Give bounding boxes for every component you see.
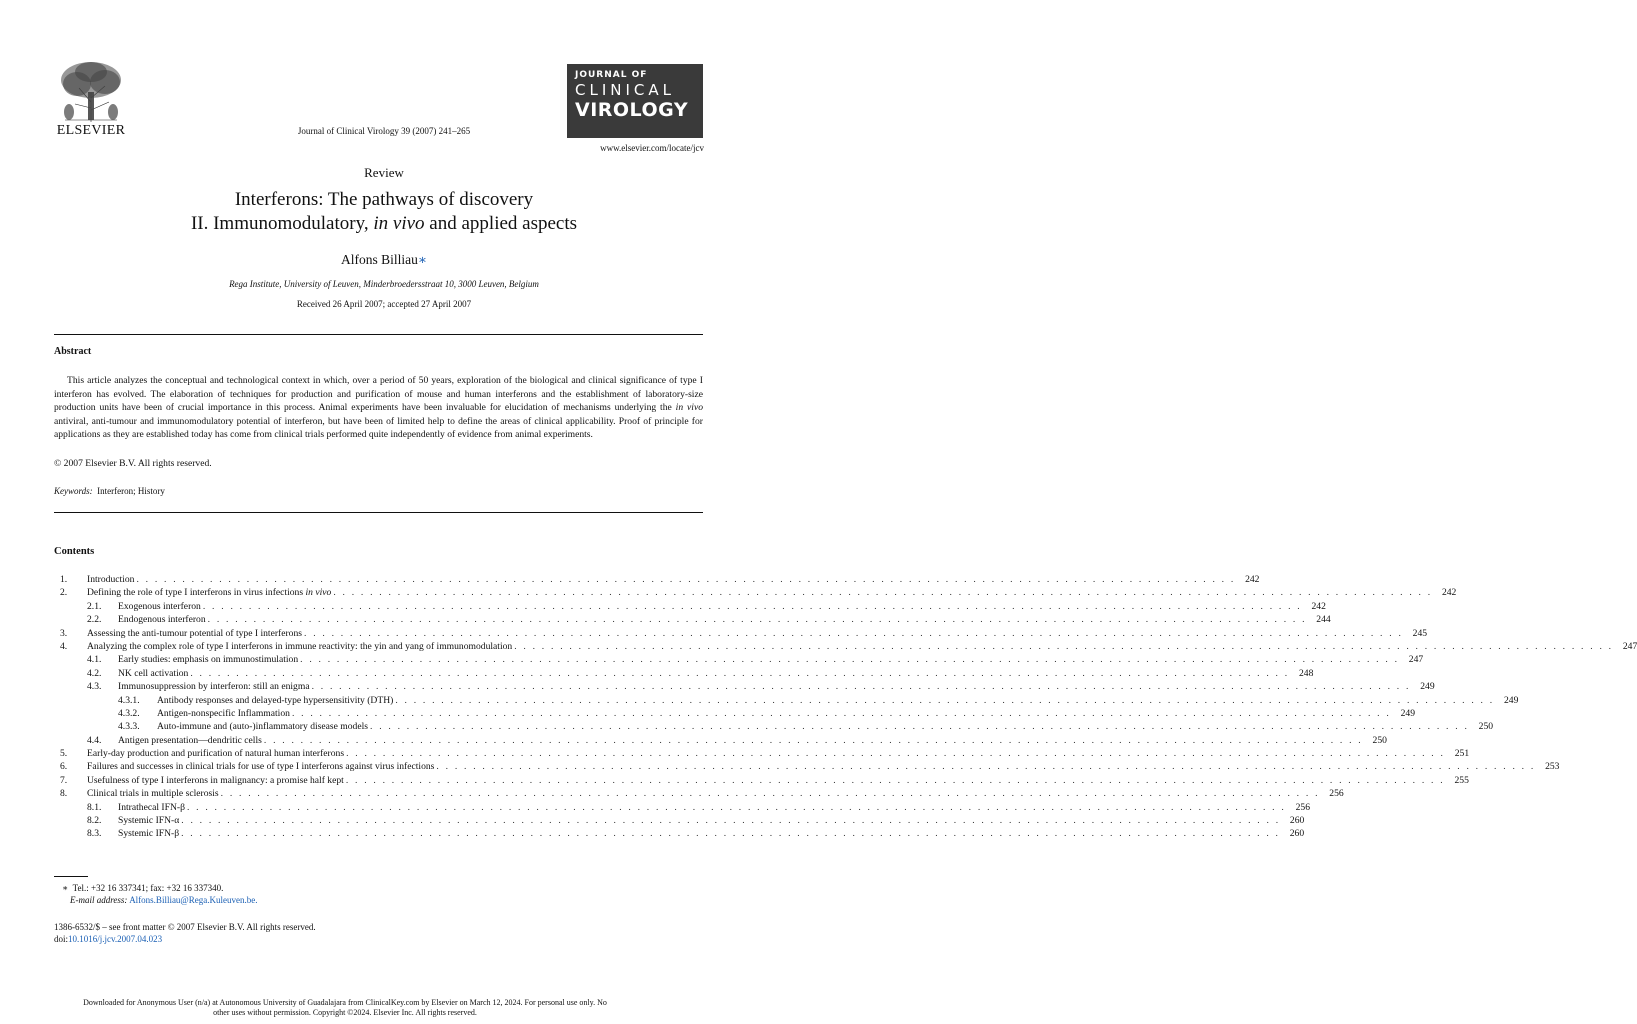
toc-entry-title: Early-day production and purification of natural human interferons (87, 748, 345, 760)
author-footnote-mark[interactable]: ∗ (417, 252, 428, 267)
toc-entry-page: 256 (1295, 801, 1310, 813)
article-title (0, 188, 768, 236)
toc-entry-number: 4.3.3. (118, 721, 140, 733)
toc-entry-number: 5. (60, 748, 68, 760)
keywords (54, 486, 165, 496)
toc-dot-leader: . . . . . . . . . . . . . . . . . . . . . . . . . . . . . . . . . . . . . . . . . . . . . . . . . . . . . . . . . . . . . . . . . . . . . . . . . . . . . . . . . . . . . . . . . . . . . . . . . . . . . . . . . . . . . . . . . . . . . . . . (395, 694, 1495, 706)
toc-entry-page: 250 (1372, 734, 1387, 746)
toc-entry-page: 260 (1289, 828, 1305, 840)
italic-in-vivo: in vivo (305, 587, 332, 599)
toc-dot-leader: . . . . . . . . . . . . . . . . . . . . . . . . . . . . . . . . . . . . . . . . . . . . . . . . . . . . . . . . . . . . . . . . . . . . . . . . . . . . . . . . . . . . . . . . . . . . . . . . . . . . . . . . . . . . . . . . . . . . . . . . (207, 614, 1307, 626)
footnote-mark: ∗ (62, 883, 69, 893)
table-of-contents (60, 573, 1637, 841)
doi-link[interactable]: 10.1016/j.jcv.2007.04.023 (68, 934, 163, 944)
toc-entry-number: 1. (60, 574, 68, 585)
title-line-2-italic: in vivo (373, 213, 425, 234)
toc-entry-number: 2.1. (87, 600, 102, 612)
toc-entry[interactable] (60, 747, 1470, 760)
doi-label: doi: (54, 934, 69, 944)
toc-entry-title: Introduction (87, 574, 135, 585)
toc-entry-page: 242 (1441, 587, 1457, 599)
toc-entry-title: Endogenous interferon (118, 614, 206, 626)
toc-entry-number: 4.3. (87, 681, 102, 693)
toc-entry-number: 4. (60, 640, 68, 652)
toc-dot-leader: . . . . . . . . . . . . . . . . . . . . . . . . . . . . . . . . . . . . . . . . . . . . . . . . . . . . . . . . . . . . . . . . . . . . . . . . . . . . . . . . . . . . . . . . . . . . . . . . . . . . . . . . . . . . . . . . . . . . . . . . (291, 707, 1391, 719)
toc-entry[interactable] (60, 573, 1260, 586)
abstract-copyright: © 2007 Elsevier B.V. All rights reserved. (54, 458, 212, 469)
toc-entry-number: 3. (60, 627, 68, 639)
toc-entry[interactable] (60, 627, 1428, 640)
toc-dot-leader: . . . . . . . . . . . . . . . . . . . . . . . . . . . . . . . . . . . . . . . . . . . . . . . . . . . . . . . . . . . . . . . . . . . . . . . . . . . . . . . . . . . . . . . . . . . . . . . . . . . . . . . . . . . . . . . . . . . . . . . . (514, 640, 1614, 652)
toc-entry-title: Usefulness of type I interferons in malignancy: a promise half kept (87, 774, 344, 786)
affiliation: Rega Institute, University of Leuven, Minderbroedersstraat 10, 3000 Leuven, Belgium (229, 279, 539, 289)
toc-dot-leader: . . . . . . . . . . . . . . . . . . . . . . . . . . . . . . . . . . . . . . . . . . . . . . . . . . . . . . . . . . . . . . . . . . . . . . . . . . . . . . . . . . . . . . . . . . . . . . . . . . . . . . . . . . . . . . . . . . . . . . . . (436, 761, 1536, 773)
toc-entry-number: 4.3.2. (118, 707, 140, 719)
toc-entry-number: 4.2. (87, 667, 102, 679)
title-line-2-post: and applied aspects (424, 213, 578, 234)
author-name: Alfons Billiau (340, 252, 418, 267)
toc-entry-page: 248 (1298, 667, 1314, 679)
article-type: Review (364, 165, 404, 180)
toc-entry-title: Intrathecal IFN-β (118, 801, 185, 813)
toc-entry[interactable] (60, 667, 1314, 680)
toc-entry-page: 242 (1311, 600, 1326, 612)
toc-entry-title: Analyzing the complex role of type I interferons in immune reactivity: the yin and yang of immunomodulation (87, 640, 513, 652)
footnote-email-line (62, 894, 257, 906)
toc-entry-title: Immunosuppression by interferon: still an enigma (118, 681, 310, 693)
toc-entry-title: NK cell activation (118, 667, 189, 679)
toc-dot-leader: . . . . . . . . . . . . . . . . . . . . . . . . . . . . . . . . . . . . . . . . . . . . . . . . . . . . . . . . . . . . . . . . . . . . . . . . . . . . . . . . . . . . . . . . . . . . . . . . . . . . . . . . . . . . . . . . . . . . . . . . (181, 828, 1281, 840)
toc-dot-leader: . . . . . . . . . . . . . . . . . . . . . . . . . . . . . . . . . . . . . . . . . . . . . . . . . . . . . . . . . . . . . . . . . . . . . . . . . . . . . . . . . . . . . . . . . . . . . . . . . . . . . . . . . . . . . . . . . . . . . . . . (202, 600, 1302, 612)
title-line-2 (0, 212, 768, 236)
journal-citation: Journal of Clinical Virology 39 (2007) 241–265 (297, 126, 471, 136)
toc-dot-leader: . . . . . . . . . . . . . . . . . . . . . . . . . . . . . . . . . . . . . . . . . . . . . . . . . . . . . . . . . . . . . . . . . . . . . . . . . . . . . . . . . . . . . . . . . . . . . . . . . . . . . . . . . . . . . . . . . . . . . . . . (190, 667, 1290, 679)
toc-dot-leader: . . . . . . . . . . . . . . . . . . . . . . . . . . . . . . . . . . . . . . . . . . . . . . . . . . . . . . . . . . . . . . . . . . . . . . . . . . . . . . . . . . . . . . . . . . . . . . . . . . . . . . . . . . . . . . . . . . . . . . . . (136, 574, 1236, 585)
toc-entry[interactable] (60, 653, 1424, 666)
toc-entry-page: 244 (1316, 614, 1331, 626)
toc-entry-title: Exogenous interferon (118, 600, 201, 612)
toc-entry-title: Systemic IFN-β (118, 828, 180, 840)
toc-entry-title: Clinical trials in multiple sclerosis (87, 788, 219, 800)
toc-entry-number: 2. (60, 587, 68, 599)
keywords-list: Interferon; History (97, 486, 165, 496)
toc-entry-title: Early studies: emphasis on immunostimulation (118, 654, 299, 666)
toc-dot-leader: . . . . . . . . . . . . . . . . . . . . . . . . . . . . . . . . . . . . . . . . . . . . . . . . . . . . . . . . . . . . . . . . . . . . . . . . . . . . . . . . . . . . . . . . . . . . . . . . . . . . . . . . . . . . . . . . . . . . . . . . (186, 801, 1286, 813)
toc-entry[interactable] (60, 801, 1310, 814)
italic-in-vivo: in vivo (675, 402, 704, 414)
doi-line (54, 933, 316, 945)
toc-entry-title: Auto-immune and (auto-)inflammatory disease models (157, 721, 369, 733)
rule-top (54, 334, 703, 335)
publisher-name: ELSEVIER (56, 123, 126, 138)
toc-entry-title: Systemic IFN-α (118, 815, 180, 827)
toc-entry-page: 253 (1545, 761, 1560, 773)
footnote-contact-line (62, 882, 257, 894)
journal-logo (567, 64, 703, 138)
toc-entry[interactable] (60, 814, 1305, 827)
toc-entry-page: 242 (1245, 574, 1260, 585)
toc-entry-page: 256 (1329, 788, 1344, 800)
issn-line: 1386-6532/$ – see front matter © 2007 Elsevier B.V. All rights reserved. (54, 922, 316, 932)
journal-logo-line1: JOURNAL OF (575, 70, 648, 80)
toc-entry-number: 4.3.1. (118, 694, 140, 706)
rule-bottom (54, 512, 703, 513)
toc-dot-leader: . . . . . . . . . . . . . . . . . . . . . . . . . . . . . . . . . . . . . . . . . . . . . . . . . . . . . . . . . . . . . . . . . . . . . . . . . . . . . . . . . . . . . . . . . . . . . . . . . . . . . . . . . . . . . . . . . . . . . . . . (263, 734, 1363, 746)
toc-entry-title: Antibody responses and delayed-type hypersensitivity (DTH) (157, 694, 394, 706)
journal-url[interactable]: www.elsevier.com/locate/jcv (600, 143, 704, 153)
toc-entry[interactable] (60, 827, 1305, 840)
toc-entry[interactable] (60, 760, 1560, 773)
toc-entry-page: 249 (1420, 681, 1435, 693)
toc-entry-page: 260 (1289, 815, 1305, 827)
toc-entry[interactable] (60, 680, 1435, 693)
toc-dot-leader: . . . . . . . . . . . . . . . . . . . . . . . . . . . . . . . . . . . . . . . . . . . . . . . . . . . . . . . . . . . . . . . . . . . . . . . . . . . . . . . . . . . . . . . . . . . . . . . . . . . . . . . . . . . . . . . . . . . . . . . . (345, 774, 1445, 786)
front-matter (54, 921, 316, 945)
toc-entry-title: Defining the role of type I interferons in virus infections in vivo (87, 587, 332, 599)
toc-entry-number: 8.2. (87, 815, 102, 827)
toc-entry-page: 250 (1478, 721, 1494, 733)
toc-entry-page: 247 (1408, 654, 1424, 666)
toc-entry-title: Antigen presentation—dendritic cells (118, 734, 262, 746)
toc-entry[interactable] (60, 720, 1494, 733)
toc-entry-number: 6. (60, 761, 68, 773)
toc-entry[interactable] (60, 734, 1387, 747)
toc-entry-page: 249 (1400, 707, 1415, 719)
toc-entry[interactable] (60, 787, 1344, 800)
toc-dot-leader: . . . . . . . . . . . . . . . . . . . . . . . . . . . . . . . . . . . . . . . . . . . . . . . . . . . . . . . . . . . . . . . . . . . . . . . . . . . . . . . . . . . . . . . . . . . . . . . . . . . . . . . . . . . . . . . . . . . . . . . . (300, 654, 1400, 666)
toc-entry-number: 8. (60, 788, 68, 800)
abstract-body (54, 374, 703, 442)
toc-dot-leader: . . . . . . . . . . . . . . . . . . . . . . . . . . . . . . . . . . . . . . . . . . . . . . . . . . . . . . . . . . . . . . . . . . . . . . . . . . . . . . . . . . . . . . . . . . . . . . . . . . . . . . . . . . . . . . . . . . . . . . . . (346, 748, 1446, 760)
toc-entry-title: Assessing the anti-tumour potential of type I interferons (87, 627, 303, 639)
footnote (62, 882, 257, 906)
elsevier-tree-icon (55, 58, 127, 124)
toc-entry-page: 251 (1454, 748, 1470, 760)
toc-dot-leader: . . . . . . . . . . . . . . . . . . . . . . . . . . . . . . . . . . . . . . . . . . . . . . . . . . . . . . . . . . . . . . . . . . . . . . . . . . . . . . . . . . . . . . . . . . . . . . . . . . . . . . . . . . . . . . . . . . . . . . . . (370, 721, 1470, 733)
toc-entry-number: 8.1. (87, 801, 102, 813)
toc-entry[interactable] (60, 586, 1457, 599)
toc-entry-number: 4.1. (87, 654, 102, 666)
toc-entry[interactable] (60, 600, 1326, 613)
toc-entry-page: 255 (1454, 774, 1469, 786)
toc-entry[interactable] (60, 694, 1519, 707)
toc-dot-leader: . . . . . . . . . . . . . . . . . . . . . . . . . . . . . . . . . . . . . . . . . . . . . . . . . . . . . . . . . . . . . . . . . . . . . . . . . . . . . . . . . . . . . . . . . . . . . . . . . . . . . . . . . . . . . . . . . . . . . . . . (304, 627, 1404, 639)
contents-heading: Contents (54, 546, 95, 557)
download-notice: Downloaded for Anonymous User (n/a) at Autonomous University of Guadalajara from ClinicalKey.com by Elsevier on March 12, 2024. For personal use only. No other uses without permission. Copyright ©2024. Elsevier Inc. All rights reserved. (83, 998, 607, 1017)
toc-dot-leader: . . . . . . . . . . . . . . . . . . . . . . . . . . . . . . . . . . . . . . . . . . . . . . . . . . . . . . . . . . . . . . . . . . . . . . . . . . . . . . . . . . . . . . . . . . . . . . . . . . . . . . . . . . . . . . . . . . . . . . . . (311, 681, 1411, 693)
toc-entry-page: 247 (1622, 640, 1637, 652)
email-label: E-mail address: (70, 895, 128, 905)
toc-entry[interactable] (60, 640, 1637, 653)
keywords-label: Keywords: (54, 486, 93, 496)
journal-logo-line3: VIROLOGY (575, 99, 689, 121)
toc-dot-leader: . . . . . . . . . . . . . . . . . . . . . . . . . . . . . . . . . . . . . . . . . . . . . . . . . . . . . . . . . . . . . . . . . . . . . . . . . . . . . . . . . . . . . . . . . . . . . . . . . . . . . . . . . . . . . . . . . . . . . . . . (181, 815, 1281, 827)
toc-entry-title: Antigen-nonspecific Inflammation (157, 707, 290, 719)
toc-entry[interactable] (60, 707, 1415, 720)
toc-entry-title: Failures and successes in clinical trials for use of type I interferons against virus infections (87, 761, 435, 773)
author-email-link[interactable]: Alfons.Billiau@Rega.Kuleuven.be. (129, 895, 258, 905)
toc-entry-number: 2.2. (87, 614, 102, 626)
toc-dot-leader: . . . . . . . . . . . . . . . . . . . . . . . . . . . . . . . . . . . . . . . . . . . . . . . . . . . . . . . . . . . . . . . . . . . . . . . . . . . . . . . . . . . . . . . . . . . . . . . . . . . . . . . . . . . . . . . . . . . . . . . . (333, 587, 1433, 599)
title-line-1: Interferons: The pathways of discovery (234, 189, 534, 210)
received-dates: Received 26 April 2007; accepted 27 April 2007 (296, 299, 472, 309)
toc-entry-number: 8.3. (87, 828, 102, 840)
toc-entry[interactable] (60, 774, 1469, 787)
toc-entry-page: 249 (1503, 694, 1519, 706)
journal-logo-line2: CLINICAL (575, 81, 675, 99)
footnote-rule (54, 876, 88, 877)
abstract-heading: Abstract (54, 346, 92, 357)
toc-entry-number: 7. (60, 774, 68, 786)
toc-entry[interactable] (60, 613, 1331, 626)
abstract-text: This article analyzes the conceptual and technological context in which, over a period of 50 years, exploration of the biological and clinical significance of type I interferon has evolved. The elaboration of techniques for production and purification of mouse and human interferons and the establishment of laboratory-size production units have been of crucial importance in this process. Animal experiments have been invaluable for elucidation of mechanisms underlying the in vivo antiviral, anti-tumour and immunomodulatory potential of interferon, but have been of limited help to define the areas of clinical applicability. Proof of principle for applications as they are established today has come from clinical trials performed quite independently of evidence from animal experiments. (54, 375, 704, 441)
author (0, 252, 768, 268)
toc-entry-number: 4.4. (87, 734, 102, 746)
title-line-2-pre: II. Immunomodulatory, (190, 213, 374, 234)
toc-dot-leader: . . . . . . . . . . . . . . . . . . . . . . . . . . . . . . . . . . . . . . . . . . . . . . . . . . . . . . . . . . . . . . . . . . . . . . . . . . . . . . . . . . . . . . . . . . . . . . . . . . . . . . . . . . . . . . . . . . . . . . . . (220, 788, 1320, 800)
footnote-contact: Tel.: +32 16 337341; fax: +32 16 337340. (72, 883, 224, 893)
toc-entry-page: 245 (1412, 627, 1428, 639)
